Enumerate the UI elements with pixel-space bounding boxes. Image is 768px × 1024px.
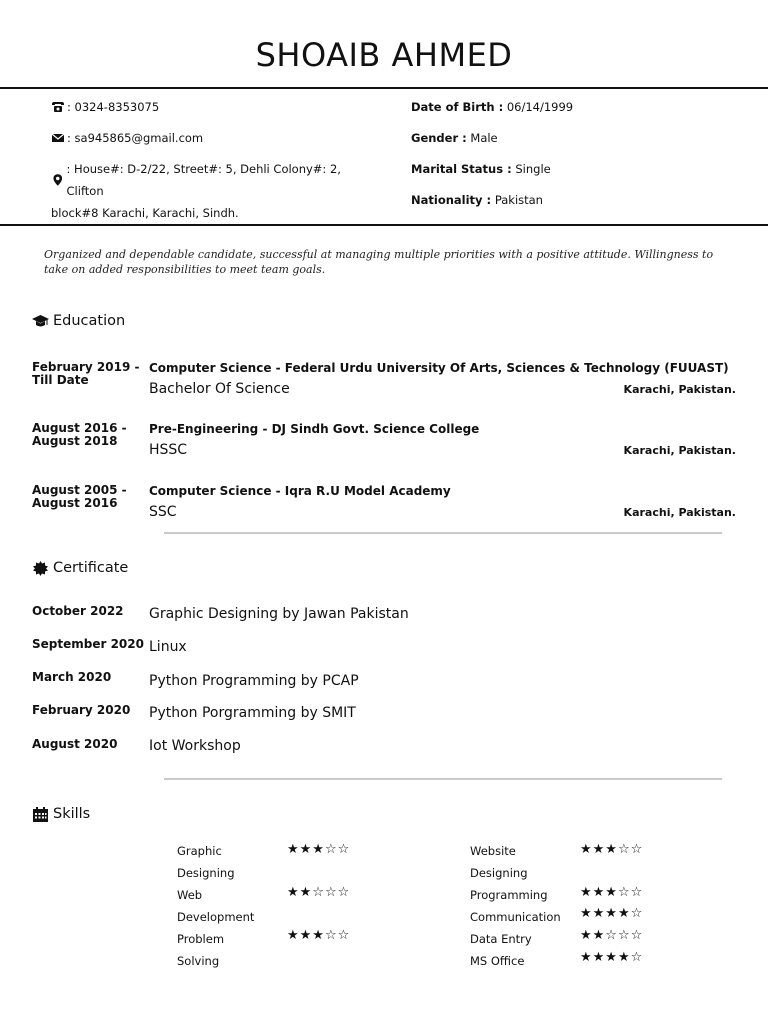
certificate-date: February 2020 [32, 703, 131, 717]
marital-row [411, 162, 551, 176]
marital-label: Marital Status : [411, 162, 512, 176]
certificate-name: Python Porgramming by SMIT [149, 705, 356, 721]
certificate-name: Python Programming by PCAP [149, 673, 359, 689]
profile-summary: Organized and dependable candidate, successful at managing multiple priorities with a positive attitude. Willingness to take on added responsibilities to meet team goals. [44, 248, 714, 276]
skill-label-line: Solving [177, 954, 220, 968]
skills-title: Skills [53, 806, 91, 822]
marital-value: Single [515, 162, 551, 176]
education-degree: SSC [149, 504, 177, 520]
skill-rating-stars: ★★★☆☆ [287, 842, 351, 857]
skill-rating-stars: ★★★☆☆ [287, 928, 351, 943]
nationality-label: Nationality : [411, 193, 492, 207]
gender-row [411, 131, 498, 145]
education-heading [32, 313, 125, 329]
phone-icon [51, 100, 65, 114]
address-line-2: block#8 Karachi, Karachi, Sindh. [51, 206, 239, 220]
certificate-name: Graphic Designing by Jawan Pakistan [149, 606, 409, 622]
address-line-1: : House#: D-2/22, Street#: 5, Dehli Colony#: 2, Clifton [66, 162, 341, 198]
skill-label-line: Website [470, 844, 516, 858]
skill-label [470, 950, 570, 972]
education-location: Karachi, Pakistan. [623, 444, 736, 457]
phone-number: : 0324-8353075 [67, 100, 160, 114]
education-date-end: August 2018 [32, 434, 118, 448]
certificate-badge-icon [32, 561, 49, 576]
dob-label: Date of Birth : [411, 100, 504, 114]
graduation-cap-icon [32, 314, 49, 329]
contact-email [51, 131, 203, 145]
education-date [32, 361, 142, 387]
nationality-row [411, 193, 543, 207]
dob-value: 06/14/1999 [506, 100, 574, 114]
education-date [32, 484, 142, 510]
skill-label [177, 884, 277, 928]
candidate-name: SHOAIB AHMED [255, 36, 513, 74]
certificate-name: Linux [149, 639, 187, 655]
education-location: Karachi, Pakistan. [623, 383, 736, 396]
education-degree: HSSC [149, 442, 188, 458]
envelope-icon [51, 131, 65, 145]
skill-label-line: Web [177, 888, 203, 902]
skill-label [470, 906, 570, 928]
certificate-date: March 2020 [32, 670, 112, 684]
skills-heading [32, 806, 90, 822]
contact-phone [51, 100, 159, 114]
skill-label-line: Programming [470, 888, 548, 902]
skill-label-line: Designing [470, 866, 528, 880]
skill-label [177, 840, 277, 884]
skill-label [470, 928, 570, 950]
header-bottom-rule [0, 224, 768, 226]
skill-rating-stars: ★★★★☆ [580, 906, 644, 921]
education-date-start: February 2019 - [32, 360, 140, 374]
skill-rating-stars: ★★★☆☆ [580, 885, 644, 900]
education-program: Computer Science - Iqra R.U Model Academy [149, 484, 451, 498]
education-date-end: August 2016 [32, 496, 118, 510]
skill-label-line: Problem [177, 932, 225, 946]
skill-label-line: Data Entry [470, 932, 532, 946]
education-degree: Bachelor Of Science [149, 381, 290, 397]
skill-label-line: Designing [177, 866, 235, 880]
section-divider [164, 532, 722, 534]
skill-rating-stars: ★★☆☆☆ [287, 885, 351, 900]
skill-label [470, 884, 570, 906]
education-date-end: Till Date [32, 373, 89, 387]
education-location: Karachi, Pakistan. [623, 506, 736, 519]
skill-label-line: MS Office [470, 954, 525, 968]
education-program: Pre-Engineering - DJ Sindh Govt. Science College [149, 422, 480, 436]
skill-label [470, 840, 570, 884]
skill-label [177, 928, 277, 972]
certificate-heading [32, 560, 128, 576]
skill-rating-stars: ★★★★☆ [580, 950, 644, 965]
education-program: Computer Science - Federal Urdu University Of Arts, Sciences & Technology (FUUAST) [149, 361, 729, 375]
education-date [32, 422, 142, 448]
certificate-date: September 2020 [32, 637, 144, 651]
education-date-start: August 2005 - [32, 483, 127, 497]
skill-label-line: Development [177, 910, 255, 924]
skill-label-line: Communication [470, 910, 561, 924]
section-divider [164, 778, 722, 780]
certificate-name: Iot Workshop [149, 738, 241, 754]
nationality-value: Pakistan [494, 193, 543, 207]
skill-label-line: Graphic [177, 844, 222, 858]
certificate-date: August 2020 [32, 737, 118, 751]
header-top-rule [0, 87, 768, 89]
certificate-date: October 2022 [32, 604, 124, 618]
skill-rating-stars: ★★★☆☆ [580, 842, 644, 857]
education-date-start: August 2016 - [32, 421, 127, 435]
education-title: Education [53, 313, 126, 329]
contact-address [51, 158, 371, 224]
certificate-title: Certificate [53, 560, 129, 576]
dob-row [411, 100, 573, 114]
calendar-icon [32, 807, 49, 822]
gender-label: Gender : [411, 131, 467, 145]
gender-value: Male [470, 131, 498, 145]
email-address: : sa945865@gmail.com [67, 131, 204, 145]
map-marker-icon [51, 173, 65, 187]
skill-rating-stars: ★★☆☆☆ [580, 928, 644, 943]
